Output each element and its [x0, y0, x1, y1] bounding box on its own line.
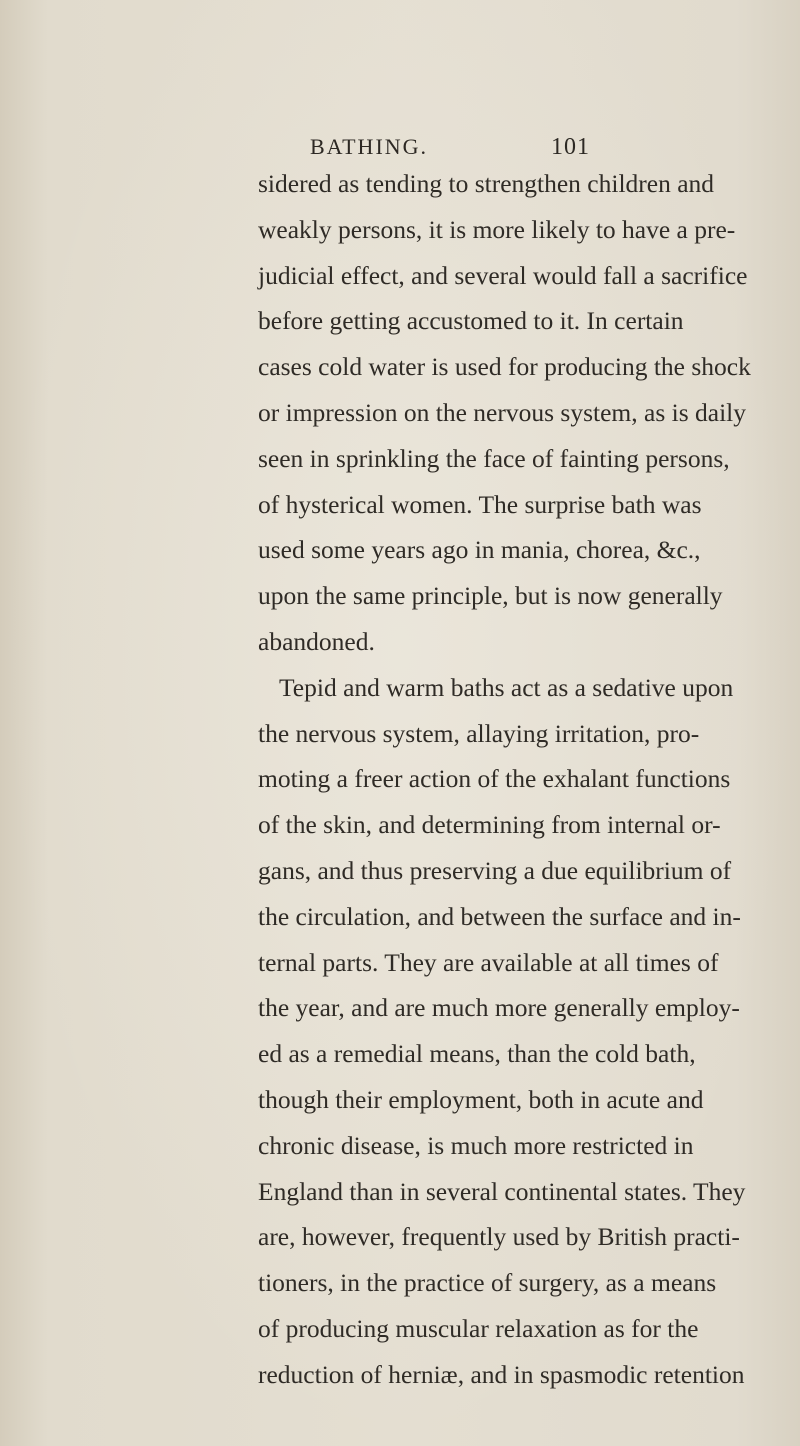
text-line: weakly persons, it is more likely to have a pre- — [258, 214, 736, 244]
body-text — [258, 161, 751, 1398]
text-line: though their employment, both in acute and — [258, 1084, 704, 1114]
text-line: England than in several continental states. They — [258, 1176, 746, 1206]
paragraph-1 — [258, 161, 751, 665]
text-line: Tepid and warm baths act as a sedative upon — [279, 672, 734, 702]
text-line: the circulation, and between the surface and in- — [258, 901, 741, 931]
text-line: ternal parts. They are available at all times of — [258, 947, 719, 977]
text-line: upon the same principle, but is now generally — [258, 581, 723, 611]
text-line: the year, and are much more generally employ- — [258, 993, 740, 1023]
text-line: cases cold water is used for producing the shock — [258, 352, 751, 382]
text-line: ed as a remedial means, than the cold bath, — [258, 1039, 696, 1069]
text-line: sidered as tending to strengthen children and — [258, 169, 715, 198]
text-line: gans, and thus preserving a due equilibrium of — [258, 855, 732, 885]
text-line: chronic disease, is much more restricted in — [258, 1130, 694, 1160]
text-line: or impression on the nervous system, as is daily — [258, 397, 746, 427]
text-line: are, however, frequently used by British practi- — [258, 1222, 740, 1252]
text-line: reduction of herniæ, and in spasmodic retention — [258, 1359, 745, 1389]
text-line: of producing muscular relaxation as for the — [258, 1313, 699, 1343]
text-line: of the skin, and determining from internal or- — [258, 810, 721, 840]
page-number: 101 — [551, 134, 590, 160]
text-line: judicial effect, and several would fall a sacrifice — [258, 260, 748, 290]
text-line: before getting accustomed to it. In certain — [258, 306, 684, 336]
text-line: the nervous system, allaying irritation, pro- — [258, 718, 700, 748]
paragraph-2 — [258, 665, 746, 1398]
text-line: of hysterical women. The surprise bath was — [258, 489, 702, 519]
text-line: abandoned. — [258, 626, 375, 656]
text-line: used some years ago in mania, chorea, &c., — [258, 535, 701, 565]
text-line: seen in sprinkling the face of fainting persons, — [258, 443, 730, 473]
text-line: moting a freer action of the exhalant functions — [258, 764, 731, 794]
running-head: BATHING. — [310, 134, 429, 159]
text-line: tioners, in the practice of surgery, as a means — [258, 1268, 717, 1298]
